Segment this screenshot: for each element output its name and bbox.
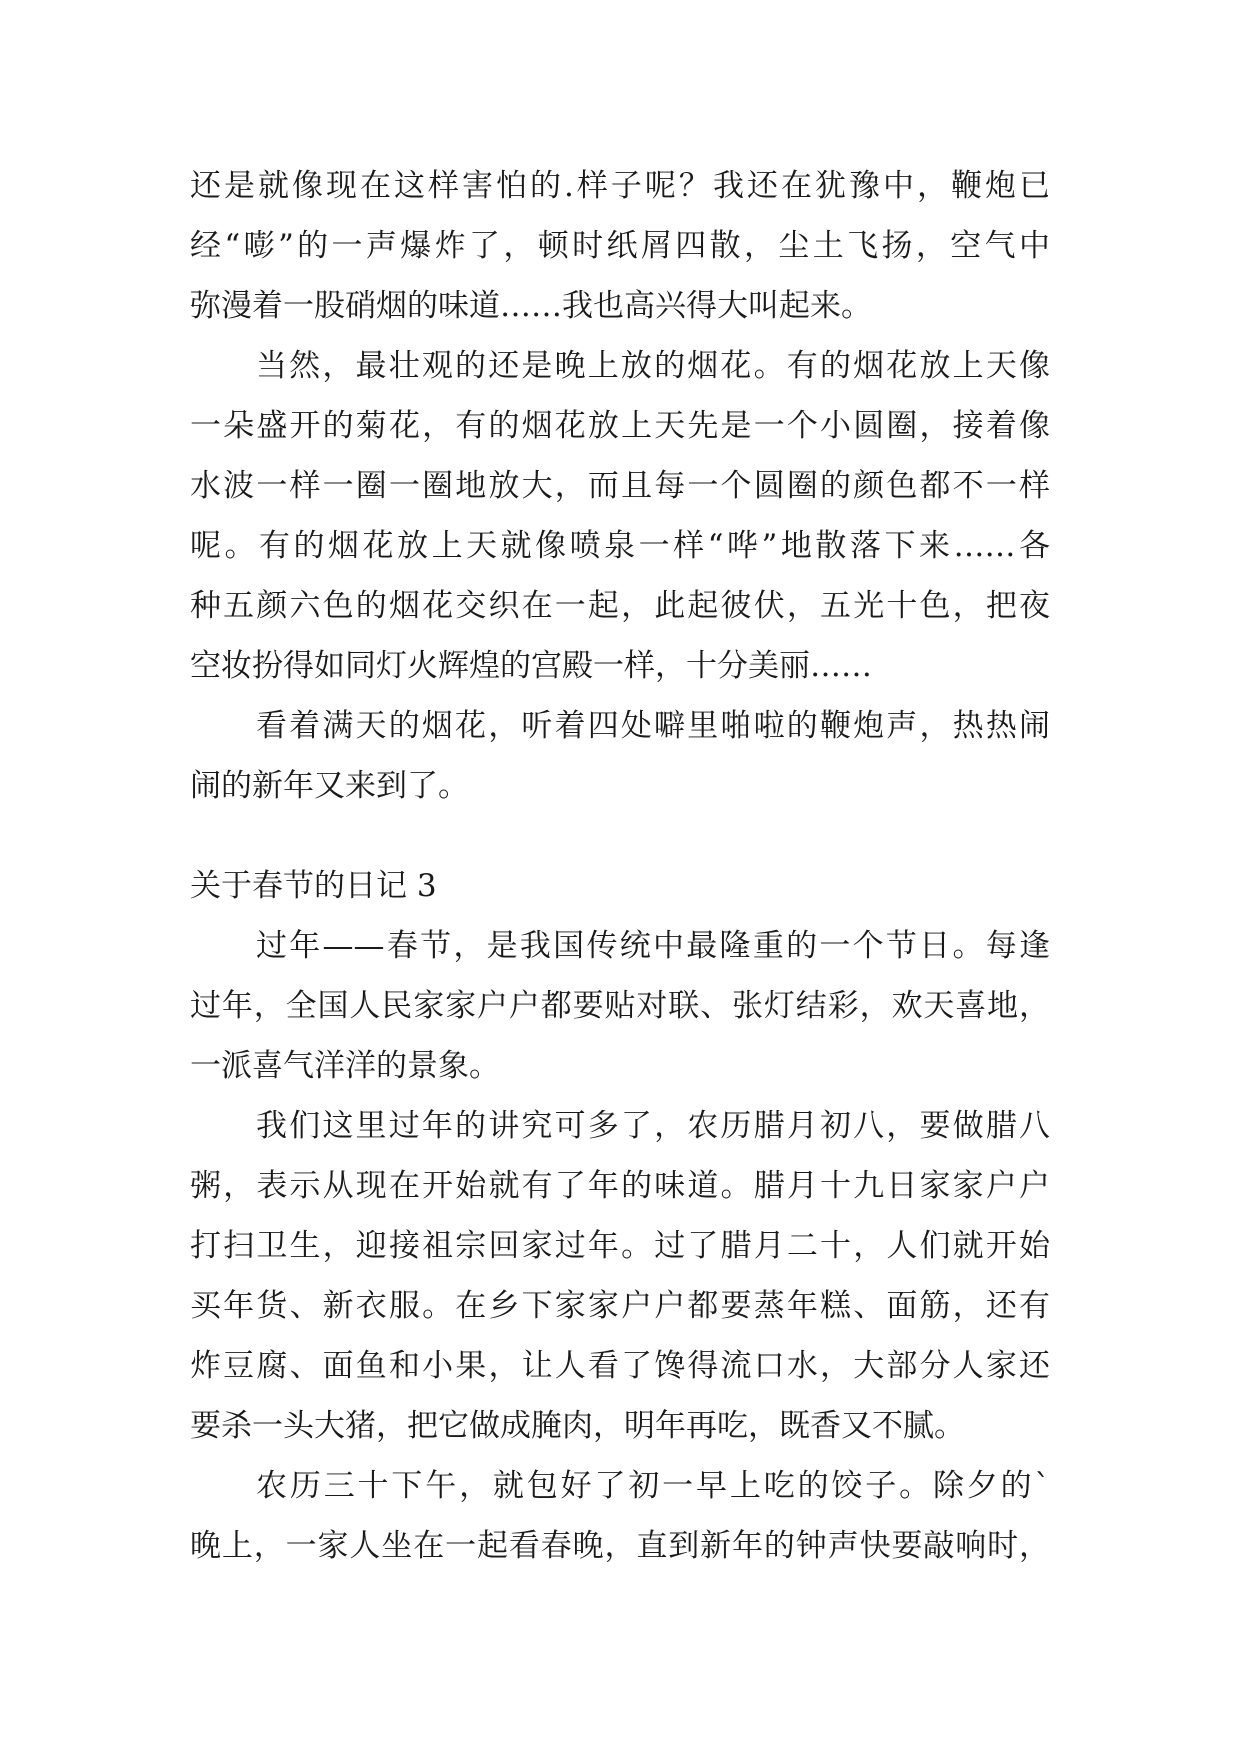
text-line: 我们这里过年的讲究可多了，农历腊月初八，要做腊八 [256,1108,1050,1144]
text-line: 打扫卫生，迎接祖宗回家过年。过了腊月二十，人们就开始 [190,1228,1050,1264]
text-line: 当然，最壮观的还是晚上放的烟花。有的烟花放上天像 [256,348,1050,384]
text-line: 粥，表示从现在开始就有了年的味道。腊月十九日家家户户 [190,1168,1050,1204]
text-line: 经“嘭”的一声爆炸了，顿时纸屑四散，尘土飞扬，空气中 [190,228,1050,264]
text-line: 买年货、新衣服。在乡下家家户户都要蒸年糕、面筋，还有 [190,1288,1050,1324]
text-line: 一派喜气洋洋的景象。 [190,1048,500,1084]
text-line: 还是就像现在这样害怕的.样子呢？我还在犹豫中，鞭炮已 [190,168,1050,204]
text-line: 弥漫着一股硝烟的味道……我也高兴得大叫起来。 [190,288,872,324]
text-line: 空妆扮得如同灯火辉煌的宫殿一样，十分美丽…… [190,648,872,684]
text-line: 要杀一头大猪，把它做成腌肉，明年再吃，既香又不腻。 [190,1408,965,1444]
text-line: 看着满天的烟花，听着四处噼里啪啦的鞭炮声，热热闹 [256,708,1050,744]
text-line: 过年——春节，是我国传统中最隆重的一个节日。每逢 [256,928,1050,964]
text-line: 晚上，一家人坐在一起看春晚，直到新年的钟声快要敲响时， [190,1528,1050,1564]
text-line: 种五颜六色的烟花交织在一起，此起彼伏，五光十色，把夜 [190,588,1050,624]
text-line: 闹的新年又来到了。 [190,768,469,804]
text-line: 一朵盛开的菊花，有的烟花放上天先是一个小圆圈，接着像 [190,408,1050,444]
text-line: 呢。有的烟花放上天就像喷泉一样“哗”地散落下来……各 [190,528,1050,564]
text-line: 炸豆腐、面鱼和小果，让人看了馋得流口水，大部分人家还 [190,1348,1050,1384]
text-line: 农历三十下午，就包好了初一早上吃的饺子。除夕的` [256,1468,1050,1504]
section-heading: 关于春节的日记 3 [190,868,437,904]
text-line: 过年，全国人民家家户户都要贴对联、张灯结彩，欢天喜地， [190,988,1050,1024]
text-line: 水波一样一圈一圈地放大，而且每一个圆圈的颜色都不一样 [190,468,1050,504]
